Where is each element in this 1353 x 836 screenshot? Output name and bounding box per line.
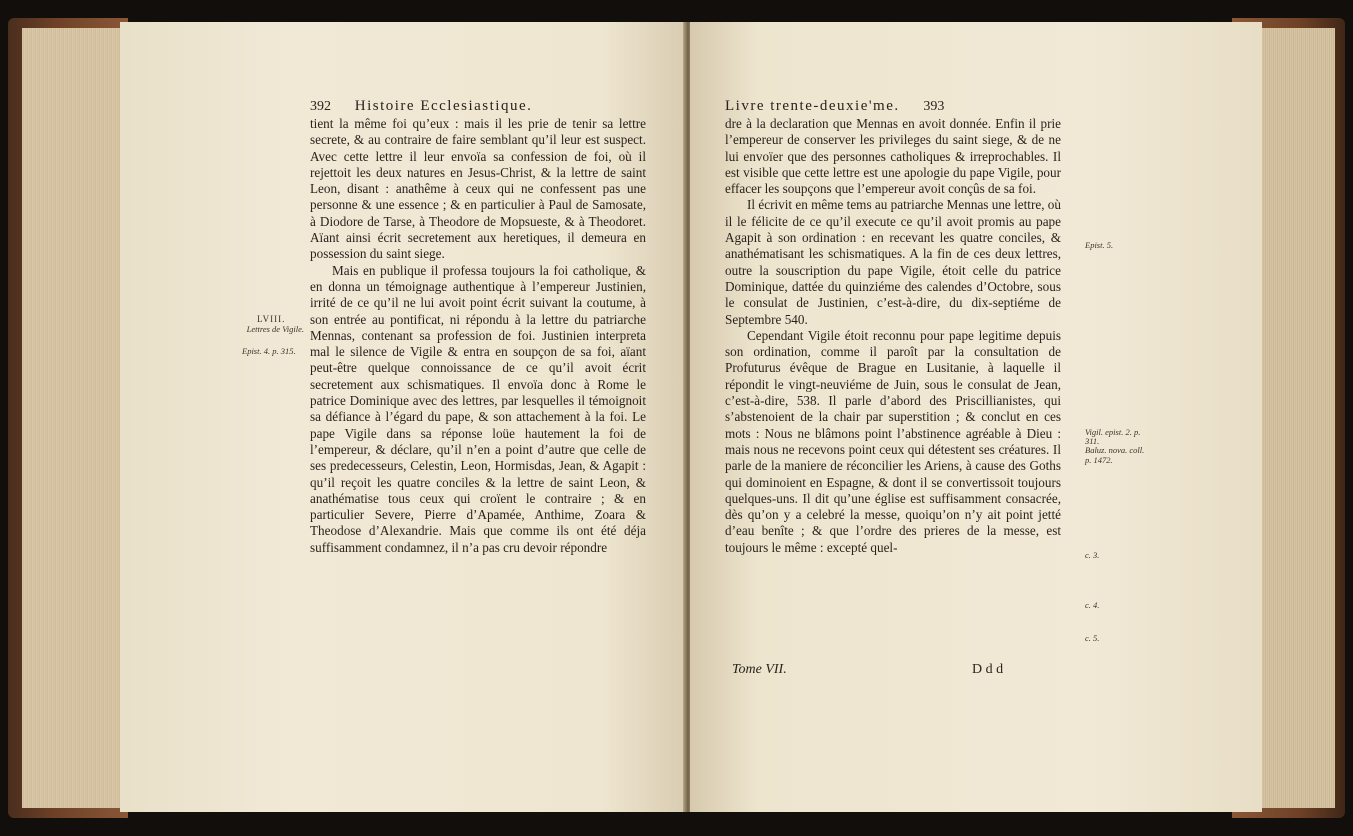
margin-reference: Epist. 4. p. 315. (242, 346, 296, 356)
left-paragraph-2: Mais en publique il professa toujours la foi catholique, & en donna un témoignage authentique à l’empereur Justinien, irrité de ce qu’il ne lui avoit point écrit suivant la coutume, à son entrée au pontificat, ni répondu à la lettre du patriarche Mennas, contenant sa profession de foi. Justinien interpreta mal le silence de Vigile & entra en soupçon de sa foi, aïant peut-être quelque connoissance de ce qu’il avoit écrit secretement aux schismatiques. Il envoïa donc à Rome le patrice Dominique avec des lettres, par lesquelles il témoignoit sa défiance à l’égard du pape, & son attachement à la foi. Le pape Vigile dans sa réponse loüe hautement la foi de l’empereur, & déclare, qu’il n’en a point d’autre que celle de ses predecesseurs, Celestin, Leon, Hormisdas, Jean, & Agapit : qu’il reçoit les quatre conciles & la lettre de saint Leon, & anathématise tous ceux qui croïent le contraire ; & en particulier Severe, Pierre d’Apamée, Anthime, Zoara & Theodose d’Alexandrie. Mais que comme ils ont été déja suffisamment condamnez, il n’a pas cru devoir répondre (310, 262, 646, 555)
right-page-edges (1260, 28, 1335, 808)
margin-note-c3: c. 3. (1085, 550, 1100, 560)
margin-note-vigil: Vigil. epist. 2. p. (1085, 427, 1141, 437)
margin-note-c5: c. 5. (1085, 633, 1100, 643)
margin-section-title: Lettres de Vigile. (246, 324, 304, 334)
right-paragraph-3: Cependant Vigile étoit reconnu pour pape legitime depuis son ordination, comme il paroît par la consultation de Profuturus évêque de Brague en Lusitanie, à laquelle il répondit le vingt-neuviéme de Juin, sous le consulat de Jean, c’est-à-dire, 538. Il parle d’abord des Priscillianistes, qui s’abstenoient de la chair par superstition ; & conclut en ces mots : Nous ne blâmons point l’abstinence agréable à Dieu : mais nous ne recevons point ceux qui détestent ses créatures. Il parle de la maniere de réconcilier les Ariens, à cause des Goths qui dominoient en Espagne, & dont il se convertissoit toujours quelques-uns. Il dit qu’une église est suffisamment consacrée, dès qu’on y a celebré la messe, quoiqu’on n’y ait point jetté d’eau benîte ; & que l’ordre des prieres de la messe, est toujours le même : excepté quel- (725, 327, 1061, 555)
left-page (120, 22, 685, 812)
right-paragraph-1: dre à la declaration que Mennas en avoit donnée. Enfin il prie l’empereur de conserver les privileges du saint siege, & de ne lui envoïer que des personnes catholiques & irreprochables. Il est visible que cette lettre est une apologie du pape Vigile, pour effacer les soupçons que l’empereur avoit conçûs de sa foi. (725, 116, 1061, 197)
margin-note-baluz: Baluz. nova. coll. (1085, 445, 1145, 455)
right-text-column (725, 116, 1061, 556)
margin-note-c4: c. 4. (1085, 600, 1100, 610)
right-paragraph-2: Il écrivit en même tems au patriarche Mennas une lettre, où il le félicite de ce qu’il execute ce qu’il avoit promis au pape Agapit à son ordination : en recevant les quatre conciles, & anathématisant les schismatiques. A la fin de ces deux lettres, outre la souscription du pape Vigile, étoit celle du patrice Dominique, dattée du quinziéme des calendes d’Octobre, sous le consulat de Justinien, c’est-à-dire, du dix-septiéme de Septembre 540. (725, 197, 1061, 327)
margin-note-vigil-page: 311. (1085, 436, 1100, 446)
left-page-number: 392 (310, 99, 331, 114)
left-text-column (310, 116, 646, 556)
right-running-head (725, 98, 944, 115)
footer-signature: D d d (972, 662, 1004, 677)
margin-section-number: LVIII. (257, 314, 286, 324)
right-page-number: 393 (923, 99, 945, 114)
tome-label: Tome VII. (732, 662, 787, 677)
right-page (690, 22, 1262, 812)
left-page-edges (22, 28, 122, 808)
left-running-head (310, 98, 532, 115)
left-running-title: Histoire Ecclesiastique. (354, 98, 533, 114)
margin-note-epist5: Epist. 5. (1085, 240, 1114, 250)
right-running-title: Livre trente-deuxie'me. (725, 98, 900, 114)
footer-tome (732, 662, 787, 678)
margin-note-baluz-page: p. 1472. (1085, 455, 1113, 465)
left-paragraph-1: tient la même foi qu’eux : mais il les prie de tenir sa lettre secrete, & au contraire de faire semblant qu’il leur est suspect. Avec cette lettre il leur envoïa sa confession de foi, où il rejettoit les deux natures en Jesus-Christ, & la lettre de saint Leon, disant : anathême à ceux qui ne confessent pas une personne & une essence ; & en particulier à Paul de Samosate, à Diodore de Tarse, à Theodore de Mopsueste, & à Theodoret. Aïant ainsi écrit secretement aux heretiques, il demeura en possession du saint siege. (310, 116, 646, 262)
